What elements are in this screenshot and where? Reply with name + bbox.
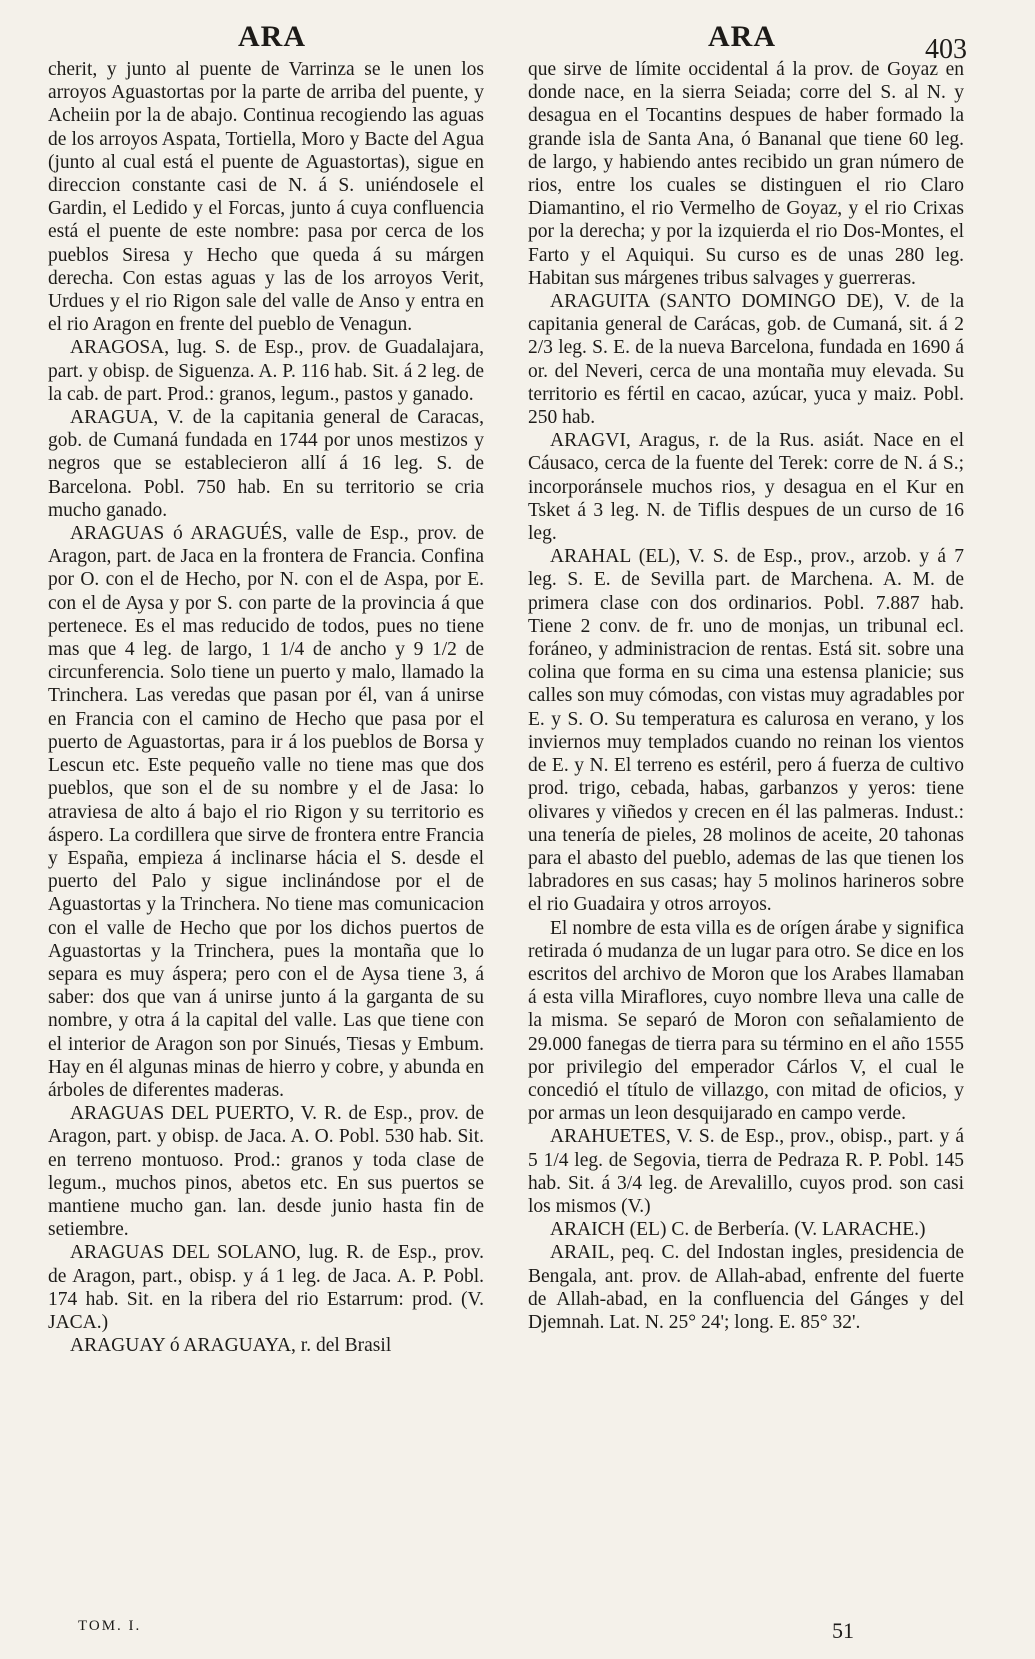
entry-araguas-del-puerto: ARAGUAS DEL PUERTO, V. R. de Esp., prov. de Aragon, part. y obisp. de Jaca. A. O. Pobl. 530 hab. Sit. en terreno montuoso. Prod.: granos y toda clase de legum., muchos pinos, abetos etc. En sus puertos se mantiene mucho gan. lan. desde junio hasta fin de setiembre. bbox=[48, 1103, 484, 1241]
entry-araguita: ARAGUITA (SANTO DOMINGO DE), V. de la capitania general de Carácas, gob. de Cumaná, sit. á 2 2/3 leg. S. E. de la nueva Barcelona, fundada en 1690 á or. del Neveri, cerca de una montaña muy elevada. Su territorio es fértil en cacao, azúcar, yuca y maiz. Pobl. 250 hab. bbox=[528, 291, 964, 429]
gathering-number: 51 bbox=[832, 1618, 854, 1643]
running-header-right: ARA bbox=[708, 20, 776, 53]
page-number: 403 bbox=[925, 34, 967, 65]
entry-aragvi: ARAGVI, Aragus, r. de la Rus. asiát. Nace en el Cáusaco, cerca de la fuente del Terek: corre de N. á S.; incorporánsele muchos rios, y desagua en el Kur en Tsket á 3 leg. N. de Tiflis despues de un curso de 16 leg. bbox=[528, 430, 964, 545]
entry-paragraph: cherit, y junto al puente de Varrinza se le unen los arroyos Aguastortas por la parte de arriba del puente, y Acheiin por la de abajo. Continua recogiendo las aguas de los arroyos Aspata, Tortiella, Moro y Bacte del Agua (junto al cual está el puente de Aguastortas), sigue en direccion constante casi de N. á S. uniéndosele el Gardin, el Ledido y el Forcas, junto á cuya confluencia está el puente de este nombre: pasa por cerca de los pueblos Siresa y Hecho que queda á su márgen derecha. Con estas aguas y las de los arroyos Verit, Urdues y el rio Rigon sale del valle de Anso y entra en el rio Aragon en frente del pueblo de Venagun. bbox=[48, 59, 484, 336]
entry-arahal: ARAHAL (EL), V. S. de Esp., prov., arzob. y á 7 leg. S. E. de Sevilla part. de Marchena. A. M. de primera clase con dos ordinarios. Pobl. 7.887 hab. Tiene 2 conv. de fr. uno de monjas, un tribunal ecl. foráneo, y administracion de rentas. Está sit. sobre una colina que forma en su cima una estensa planicie; sus calles son muy cómodas, con vistas muy agradables por E. y S. O. Su temperatura es calurosa en verano, y los inviernos muy templados cuando no reinan los vientos de E. y N. El terreno es estéril, pero á fuerza de cultivo prod. trigo, cebada, habas, garbanzos y yeros: tiene olivares y viñedos y crecen en él las palmeras. Indust.: una tenería de pieles, 28 molinos de aceite, 20 tahonas para el abasto del pueblo, ademas de las que tienen los labradores en sus casas; hay 5 molinos harineros sobre el rio Guadaira y otros arroyos. bbox=[528, 546, 964, 916]
entry-araguas: ARAGUAS ó ARAGUÉS, valle de Esp., prov. de Aragon, part. de Jaca en la frontera de Francia. Confina por O. con el de Hecho, por N. con el de Aspa, por E. con el de Aysa y por S. con parte de la provincia á que pertenece. Es el mas reducido de todos, pues no tiene mas que 4 leg. de largo, 1 1/4 de ancho y 9 1/2 de circunferencia. Solo tiene un puerto y malo, llamado la Trinchera. Las veredas que pasan por él, van á unirse en Francia con el camino de Hecho que pasa por el puerto de Aguastortas, para ir á los pueblos de Borsa y Lescun etc. Este pequeño valle no tiene mas que dos pueblos, que son el de su nombre y el de Jasa: lo atraviesa de alto á bajo el rio Rigon y su territorio es áspero. La cordillera que sirve de frontera entre Francia y España, empieza á inclinarse hácia el S. desde el puerto del Palo y sigue inclinándose por el de Aguastortas y la Trinchera. No tiene mas comunicacion con el valle de Hecho que por los dichos puertos de Aguastortas y la Trinchera, pues la montaña que lo separa es muy áspera; pero con el de Aysa tiene 3, á saber: dos que van á unirse junto á la garganta de su nombre, y otra á la capital del valle. Las que tiene con el interior de Aragon son por Sinués, Tiesas y Embum. Hay en él algunas minas de hierro y cobre, y abunda en árboles de diferentes maderas. bbox=[48, 523, 484, 1101]
entry-aragosa: ARAGOSA, lug. S. de Esp., prov. de Guadalajara, part. y obisp. de Siguenza. A. P. 116 hab. Sit. á 2 leg. de la cab. de part. Prod.: granos, legum., pastos y ganado. bbox=[48, 337, 484, 405]
running-header-left: ARA bbox=[238, 20, 306, 53]
left-column bbox=[48, 58, 484, 1357]
entry-araguay: ARAGUAY ó ARAGUAYA, r. del Brasil bbox=[70, 1335, 392, 1357]
entry-arahuetes: ARAHUETES, V. S. de Esp., prov., obisp., part. y á 5 1/4 leg. de Segovia, tierra de Pedraza R. P. Pobl. 145 hab. Sit. á 3/4 leg. de Arevalillo, cuyos prod. son casi los mismos (V.) bbox=[528, 1126, 964, 1217]
entry-paragraph: que sirve de límite occidental á la prov. de Goyaz en donde nace, en la sierra Seiada; corre del S. al N. y desagua en el Tocantins despues de haber formado la grande isla de Santa Ana, ó Bananal que tiene 60 leg. de largo, y habiendo antes recibido un gran número de rios, entre los cuales se distinguen el rio Claro Diamantino, el rio Vermelho de Goyaz, y el rio Crixas por la derecha; y por la izquierda el rio Dos-Montes, el Farto y el Aquiqui. Su curso es de unas 280 leg. Habitan sus márgenes tribus salvages y guerreras. bbox=[528, 59, 964, 289]
entry-araich: ARAICH (EL) C. de Berbería. (V. LARACHE.) bbox=[550, 1219, 926, 1241]
entry-araguas-del-solano: ARAGUAS DEL SOLANO, lug. R. de Esp., prov. de Aragon, part., obisp. y á 1 leg. de Jaca. A. P. Pobl. 174 hab. Sit. en la ribera del rio Estarrum: prod. (V. JACA.) bbox=[48, 1242, 484, 1333]
entry-arahal-origin: El nombre de esta villa es de orígen árabe y significa retirada ó mudanza de un lugar para otro. Se dice en los escritos del archivo de Moron que los Arabes llamaban á esta villa Miraflores, cuyo nombre lleva una calle de la misma. Se separó de Moron con señalamiento de 29.000 fanegas de tierra para su término en el año 1555 por privilegio del emperador Cárlos V, el cual le concedió el título de villazgo, con mitad de oficios, y por armas un leon desquijarado en campo verde. bbox=[528, 917, 964, 1125]
volume-signature: TOM. I. bbox=[78, 1618, 142, 1634]
right-column bbox=[528, 58, 964, 1334]
entry-aragua: ARAGUA, V. de la capitania general de Caracas, gob. de Cumaná fundada en 1744 por unos mestizos y negros que se establecieron allí á 16 leg. S. de Barcelona. Pobl. 750 hab. En su territorio se cria mucho ganado. bbox=[48, 407, 484, 521]
entry-arail: ARAIL, peq. C. del Indostan ingles, presidencia de Bengala, ant. prov. de Allah-abad, enfrente del fuerte de Allah-abad, en la confluencia del Gánges y del Djemnah. Lat. N. 25° 24'; long. E. 85° 32'. bbox=[528, 1242, 964, 1333]
